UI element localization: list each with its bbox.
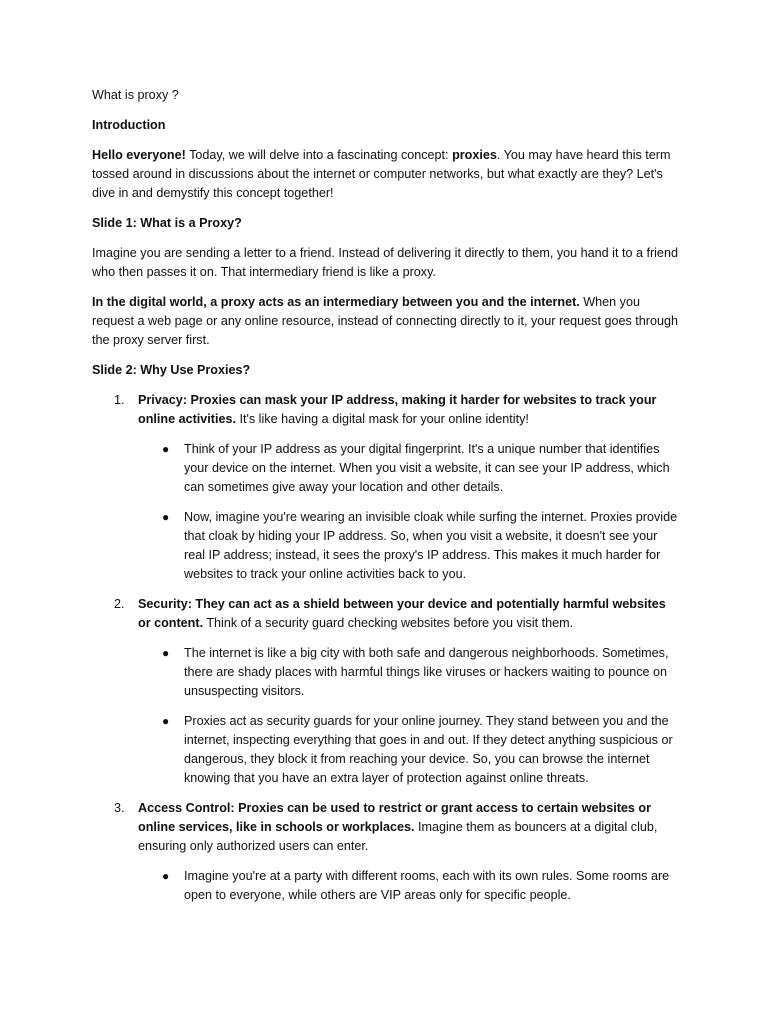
list-number: 1. bbox=[114, 393, 125, 407]
list-item-text: Security: They can act as a shield between your device and potentially harmful websites or content. Think of a security guard checking websites before you visit them. bbox=[138, 597, 666, 630]
slide2-heading: Slide 2: Why Use Proxies? bbox=[92, 363, 251, 377]
bullet-dot-icon: ● bbox=[162, 714, 170, 728]
list-number: 3. bbox=[114, 801, 125, 815]
slide1-heading: Slide 1: What is a Proxy? bbox=[92, 216, 242, 230]
bullet-dot-icon: ● bbox=[162, 442, 170, 456]
slide1-paragraph-1: Imagine you are sending a letter to a friend. Instead of delivering it directly to them, you hand it to a friend who then passes it on. That intermediary friend is like a proxy. bbox=[92, 246, 678, 279]
bullet-item: ● Proxies act as security guards for your online journey. They stand between you and the internet, inspecting everything that goes in and out. If they detect anything suspicious or dangerous, they block it from reaching your device. So, you can browse the internet knowing that you have an extra layer of protection against online threats. bbox=[162, 714, 673, 785]
intro-paragraph: Hello everyone! Today, we will delve into a fascinating concept: proxies. You may have heard this term tossed around in discussions about the internet or computer networks, but what exactly are they? Let's dive in and demystify this concept together! bbox=[92, 148, 671, 200]
bullet-list bbox=[138, 867, 680, 905]
bullet-dot-icon: ● bbox=[162, 510, 170, 524]
bullet-item: ● Imagine you're at a party with different rooms, each with its own rules. Some rooms are open to everyone, while others are VIP areas only for specific people. bbox=[162, 869, 670, 902]
list-item-privacy bbox=[92, 391, 680, 584]
list-item-text: Privacy: Proxies can mask your IP address, making it harder for websites to track your online activities. It's like having a digital mask for your online identity! bbox=[138, 393, 657, 426]
bullet-item: ● Now, imagine you're wearing an invisible cloak while surfing the internet. Proxies provide that cloak by hiding your IP address. So, when you visit a website, it doesn't see your real IP address; instead, it sees the proxy's IP address. This makes it much harder for websites to track your online activities back to you. bbox=[162, 510, 678, 581]
intro-bold-greeting: Hello everyone! bbox=[92, 148, 186, 162]
list-item-security bbox=[92, 595, 680, 788]
bullet-dot-icon: ● bbox=[162, 646, 170, 660]
bullet-item: ● Think of your IP address as your digital fingerprint. It's a unique number that identifies your device on the internet. When you visit a website, it can see your IP address, which can sometimes give away your location and other details. bbox=[162, 442, 670, 494]
list-number: 2. bbox=[114, 597, 125, 611]
intro-bold-proxies: proxies bbox=[452, 148, 497, 162]
bullet-list bbox=[138, 440, 680, 584]
intro-heading: Introduction bbox=[92, 118, 166, 132]
list-item-access-control bbox=[92, 799, 680, 905]
slide1-paragraph-2: In the digital world, a proxy acts as an intermediary between you and the internet. When you request a web page or any online resource, instead of connecting directly to it, your request goes through the proxy server first. bbox=[92, 295, 678, 347]
bullet-list bbox=[138, 644, 680, 788]
doc-title: What is proxy ? bbox=[92, 88, 179, 102]
bullet-item: ● The internet is like a big city with both safe and dangerous neighborhoods. Sometimes, there are shady places with harmful things like viruses or hackers waiting to pounce on unsuspecting visitors. bbox=[162, 646, 669, 698]
bullet-dot-icon: ● bbox=[162, 869, 170, 883]
list-item-text: Access Control: Proxies can be used to restrict or grant access to certain websites or online services, like in schools or workplaces. Imagine them as bouncers at a digital club, ensuring only authorized users can enter. bbox=[138, 801, 658, 853]
